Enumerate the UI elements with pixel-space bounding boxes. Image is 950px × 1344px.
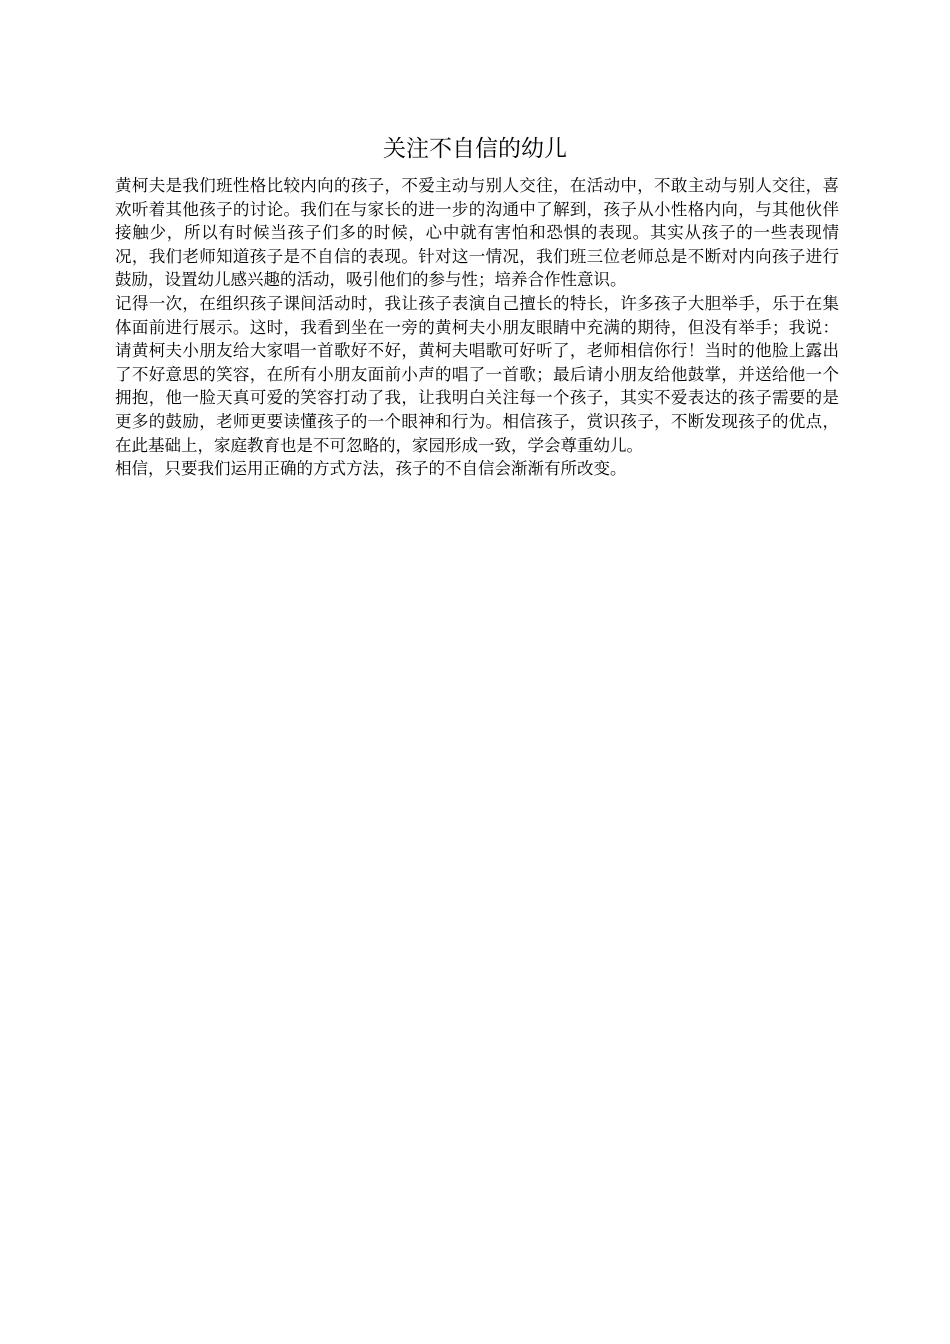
document-title: 关注不自信的幼儿 (383, 136, 567, 162)
document-body (115, 174, 839, 481)
paragraph-3: 相信，只要我们运用正确的方式方法，孩子的不自信会渐渐有所改变。 (115, 459, 627, 479)
paragraph-1: 黄柯夫是我们班性格比较内向的孩子，不爱主动与别人交往，在活动中，不敢主动与别人交往，喜欢听着其他孩子的讨论。我们在与家长的进一步的沟通中了解到，孩子从小性格内向，与其他伙伴接触少，所以有时候当孩子们多的时候，心中就有害怕和恐惧的表现。其实从孩子的一些表现情况，我们老师知道孩子是不自信的表现。针对这一情况，我们班三位老师总是不断对内向孩子进行鼓励，设置幼儿感兴趣的活动，吸引他们的参与性；培养合作性意识。 (115, 176, 839, 290)
paragraph-2: 记得一次，在组织孩子课间活动时，我让孩子表演自己擅长的特长，许多孩子大胆举手，乐于在集体面前进行展示。这时，我看到坐在一旁的黄柯夫小朋友眼睛中充满的期待，但没有举手；我说：请黄柯夫小朋友给大家唱一首歌好不好，黄柯夫唱歌可好听了，老师相信你行！当时的他脸上露出了不好意思的笑容，在所有小朋友面前小声的唱了一首歌；最后请小朋友给他鼓掌，并送给他一个拥抱，他一脸天真可爱的笑容打动了我，让我明白关注每一个孩子，其实不爱表达的孩子需要的是更多的鼓励，老师更要读懂孩子的一个眼神和行为。相信孩子，赏识孩子，不断发现孩子的优点，在此基础上，家庭教育也是不可忽略的，家园形成一致，学会尊重幼儿。 (115, 293, 839, 455)
